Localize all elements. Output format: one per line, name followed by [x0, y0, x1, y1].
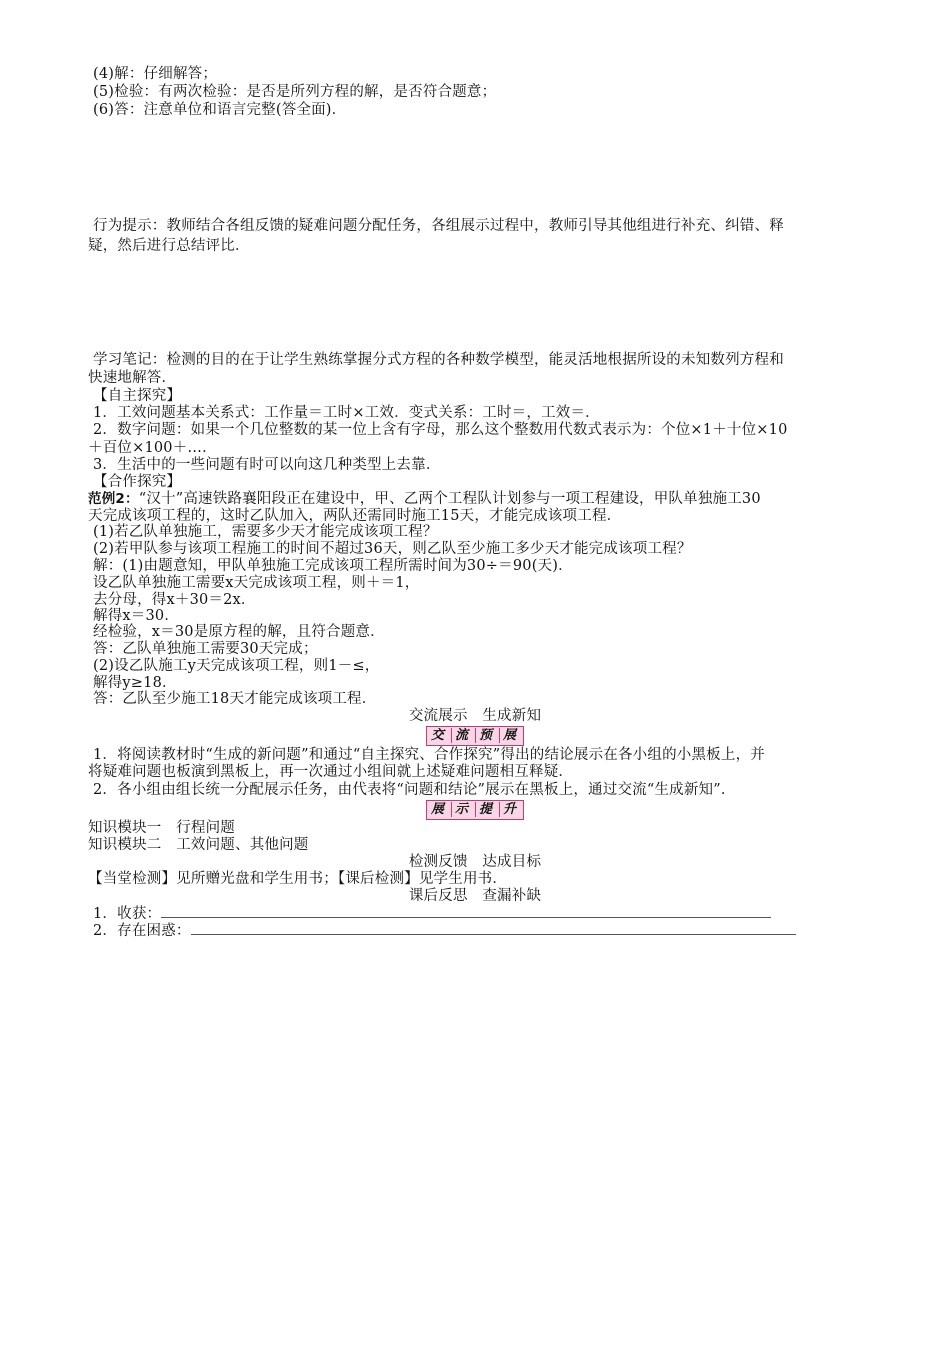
step-4: (4)解：仔细解答；	[93, 66, 218, 82]
example-line-2: 天完成该项工程的，这时乙队加入，两队还需同时施工15天，才能完成该项工程．	[88, 508, 622, 524]
example-line-1	[88, 491, 894, 508]
reflect-confusion-label: 2．存在困惑：	[93, 923, 191, 939]
example-label: 范例2：	[88, 491, 139, 507]
solution-line: 解得x＝30．	[93, 608, 180, 624]
solution-line: 设乙队单独施工需要x天完成该项工程，则＋＝1，	[93, 575, 420, 591]
reflect-harvest-label: 1．收获：	[93, 906, 162, 922]
example-text-1: “汉十”高速铁路襄阳段正在建设中，甲、乙两个工程队计划参与一项工程建设，甲队单独施工30	[138, 491, 761, 507]
solution-line: 答：乙队单独施工需要30天完成；	[93, 641, 318, 657]
harvest-answer-line[interactable]	[161, 905, 771, 918]
reflect-harvest	[93, 905, 899, 923]
exchange-item-2: 2．各小组由组长统一分配展示任务，由代表将“问题和结论”展示在黑板上，通过交流“生成新知”．	[93, 782, 736, 798]
solution-line: 解得y≥18．	[93, 675, 177, 691]
solution-line: 解：(1)由题意知，甲队单独施工完成该项工程所需时间为30÷＝90(天)．	[93, 558, 573, 574]
badge-show-improve: 展 示 提 升	[426, 800, 524, 820]
self-explore-item-3: 3．生活中的一些问题有时可以向这几种类型上去靠．	[93, 457, 441, 473]
solution-line: 经检验，x＝30是原方程的解，且符合题意．	[93, 624, 385, 640]
self-explore-item-1: 1．工效问题基本关系式：工作量＝工时×工效．变式关系：工时＝，工效＝．	[93, 405, 600, 421]
study-note-line-2: 快速地解答．	[88, 370, 177, 386]
example-question-1: (1)若乙队单独施工，需要多少天才能完成该项工程？	[93, 524, 438, 540]
study-note-line-1: 学习笔记：检测的目的在于让学生熟练掌握分式方程的各种数学模型，能灵活地根据所设的未知数列方程和	[93, 352, 784, 368]
self-explore-item-2-cont: ＋百位×100＋…．	[88, 440, 217, 456]
exchange-item-1: 1．将阅读教材时“生成的新问题”和通过“自主探究、合作探究”得出的结论展示在各小组的小黑板上，并	[93, 747, 765, 763]
example-question-2: (2)若甲队参与该项工程施工的时间不超过36天，则乙队至少施工多少天才能完成该项工程？	[93, 541, 692, 557]
self-explore-item-2: 2．数字问题：如果一个几位整数的某一位上含有字母，那么这个整数用代数式表示为：个位×1＋十位×10	[93, 422, 788, 438]
step-5: (5)检验：有两次检验：是否是所列方程的解，是否符合题意；	[93, 84, 497, 100]
coop-heading: 【合作探究】	[93, 474, 182, 490]
knowledge-module-1: 知识模块一 行程问题	[88, 820, 235, 836]
knowledge-module-2: 知识模块二 工效问题、其他问题	[88, 837, 309, 853]
check-line: 【当堂检测】见所赠光盘和学生用书；【课后检测】见学生用书．	[88, 871, 508, 887]
behavior-tip-line-2: 疑，然后进行总结评比．	[88, 238, 250, 254]
section-reflect-title: 课后反思 查漏补缺	[408, 888, 542, 904]
self-explore-heading: 【自主探究】	[93, 388, 182, 404]
behavior-tip-line-1: 行为提示：教师结合各组反馈的疑难问题分配任务，各组展示过程中，教师引导其他组进行补充、纠错、释	[93, 218, 784, 234]
badge-exchange-preview: 交 流 预 展	[426, 726, 524, 746]
solution-line: 答：乙队至少施工18天才能完成该项工程．	[93, 691, 377, 707]
section-check-title: 检测反馈 达成目标	[408, 854, 542, 870]
section-exchange-title: 交流展示 生成新知	[408, 708, 542, 724]
step-6: (6)答：注意单位和语言完整(答全面)．	[93, 102, 347, 118]
exchange-item-1-cont: 将疑难问题也板演到黑板上，再一次通过小组间就上述疑难问题相互释疑．	[88, 764, 574, 780]
solution-line: (2)设乙队施工y天完成该项工程，则1－≤，	[93, 658, 380, 674]
confusion-answer-line[interactable]	[191, 922, 796, 935]
reflect-confusion	[93, 922, 899, 940]
solution-line: 去分母，得x＋30＝2x．	[93, 592, 256, 608]
